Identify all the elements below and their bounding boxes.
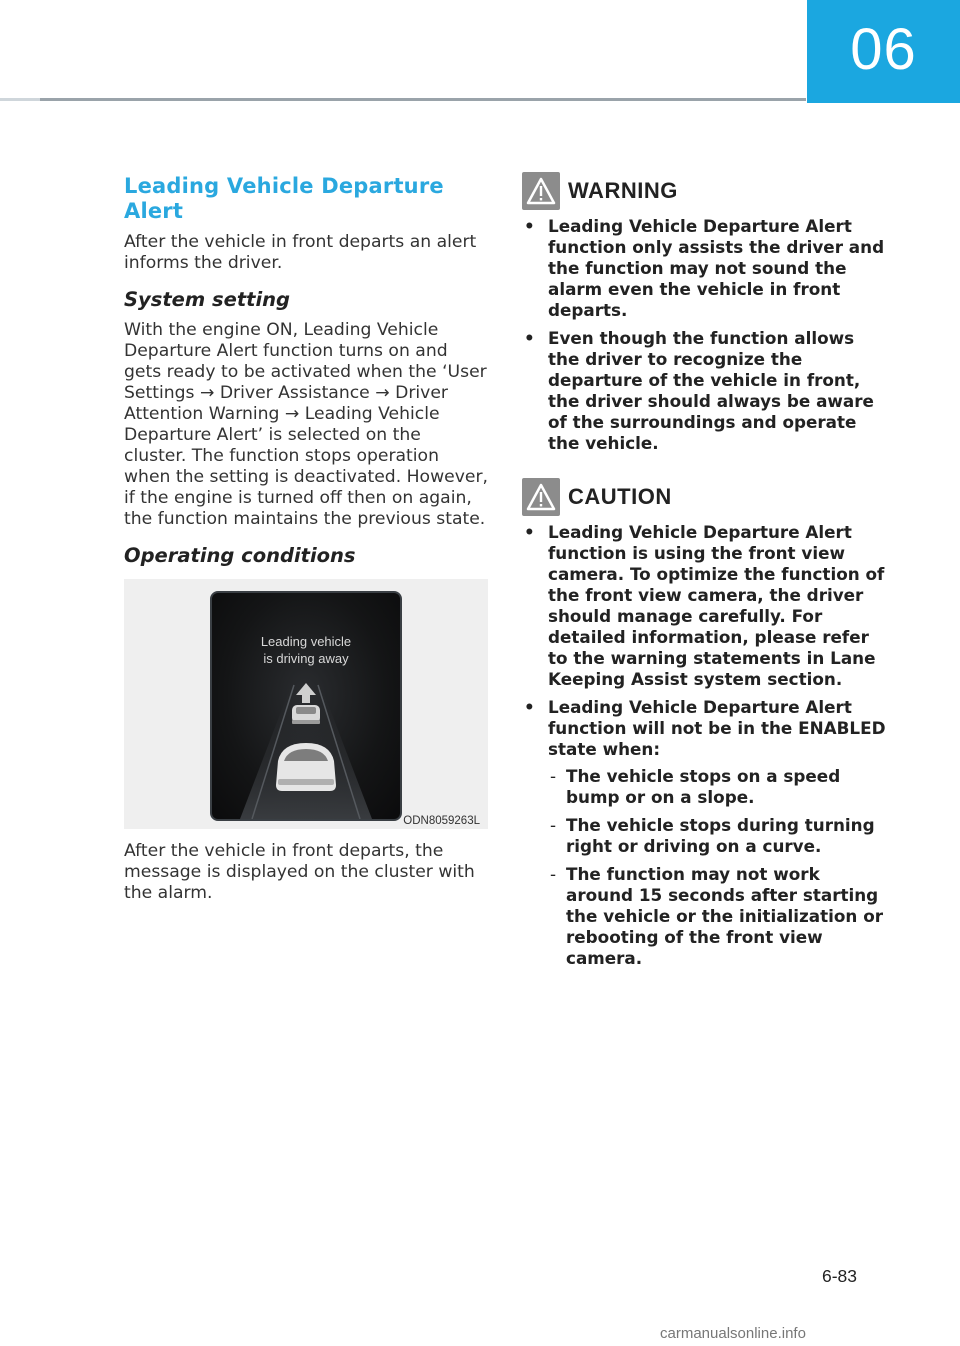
cluster-message: Leading vehicle is driving away: [260, 634, 352, 667]
caution-box: [522, 478, 886, 969]
warning-header: [522, 172, 886, 210]
warning-item: • Leading Vehicle Departure Alert function only assists the driver and the function may not sound the alarm even the vehicle in front departs.: [522, 216, 886, 321]
chapter-number: 06: [850, 17, 917, 82]
intro-text: After the vehicle in front departs an alert informs the driver.: [124, 232, 477, 274]
caution-triangle-icon: [522, 478, 560, 516]
warning-title: WARNING: [568, 178, 678, 203]
leading-car-icon: [292, 705, 320, 724]
caution-sub-item: - The function may not work around 15 seconds after starting the vehicle or the initialization or rebooting of the front view camera.: [548, 864, 886, 969]
caution-list: [522, 522, 886, 969]
caution-header: [522, 478, 886, 516]
chapter-tab: [807, 0, 960, 103]
cluster-figure: [124, 579, 488, 829]
warning-item: • Even though the function allows the driver to recognize the departure of the vehicle in front, the driver should always be aware of the surroundings and operate the vehicle.: [522, 328, 886, 454]
page-number: 6-83: [822, 1266, 858, 1286]
figure-code: ODN8059263L: [403, 815, 480, 828]
caution-item-enabled: [522, 697, 886, 969]
operating-conditions-heading: Operating conditions: [124, 543, 356, 567]
system-setting-text: With the engine ON, Leading Vehicle Departure Alert function turns on and gets ready to be activated when the ‘User Settings → Driver Assistance → Driver Attention Warning → Leading Vehicle Departure Alert’ is selected on the cluster. The function stops operation when the setting is deactivated. However, if the engine is turned off then on again, the function maintains the previous state.: [124, 319, 488, 529]
header-rule-accent: [0, 98, 40, 101]
caution-item: • Leading Vehicle Departure Alert function is using the front view camera. To optimize the function of the front view camera, the driver should manage carefully. For detailed information, please refer to the warning statements in Lane Keeping Assist system section.: [522, 522, 886, 690]
caution-sub-item: - The vehicle stops on a speed bump or on a slope.: [548, 766, 886, 808]
caution-sub-item: - The vehicle stops during turning right or driving on a curve.: [548, 815, 886, 857]
warning-box: [522, 172, 886, 454]
cluster-display: [210, 591, 402, 821]
caution-item-text: Leading Vehicle Departure Alert function will not be in the ENABLED state when:: [548, 697, 886, 759]
figure-caption: After the vehicle in front departs, the message is displayed on the cluster with the alarm.: [124, 841, 475, 904]
caution-title: CAUTION: [568, 484, 672, 509]
system-setting-heading: System setting: [124, 288, 291, 312]
warning-triangle-icon: [522, 172, 560, 210]
section-title: Leading Vehicle Departure Alert: [124, 174, 444, 224]
caution-sub-list: [548, 766, 886, 969]
right-column: [522, 172, 886, 993]
own-car-icon: [276, 743, 336, 791]
left-column: [124, 170, 488, 916]
header-rule: [0, 98, 806, 101]
warning-list: [522, 216, 886, 454]
watermark: carmanualsonline.info: [660, 1325, 806, 1342]
cluster-road-illustration: [212, 593, 400, 819]
